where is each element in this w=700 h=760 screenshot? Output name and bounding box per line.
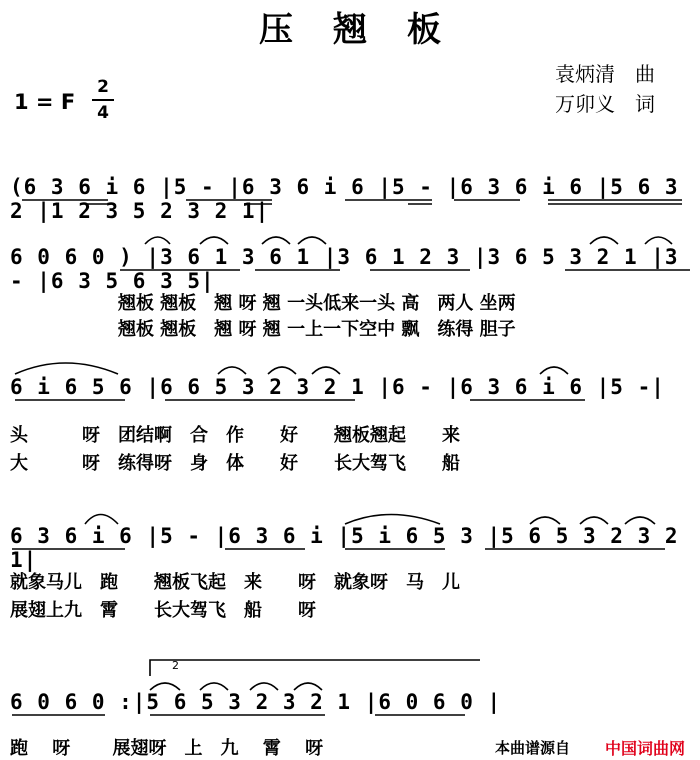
volta-number: 2 bbox=[172, 659, 179, 672]
composer-credit: 袁炳清 曲 bbox=[555, 62, 655, 86]
lyric-row-4-verse-2: 展翅上九 霄 长大驾飞 船 呀 bbox=[10, 600, 316, 621]
lyric-row-3-verse-2: 大 呀 练得呀 身 体 好 长大驾飞 船 bbox=[10, 453, 460, 474]
time-signature-top: 2 bbox=[97, 77, 109, 97]
notes-row-4: 6 3 6 i 6 |5 - |6 3 6 i |5 i 6 5 3 |5 6 5 3 2 3 2 1| bbox=[10, 524, 679, 572]
lyric-row-4-verse-1: 就象马儿 跑 翘板飞起 来 呀 就象呀 马 儿 bbox=[10, 572, 460, 593]
site-brand[interactable]: 中国词曲网 bbox=[605, 739, 686, 758]
lyric-row-3-verse-1: 头 呀 团结啊 合 作 好 翘板翘起 来 bbox=[10, 425, 460, 446]
source-note: 本曲谱源自 bbox=[495, 739, 571, 757]
lyric-row-2-verse-1: 翘板 翘板 翘 呀 翘 一头低来一头 高 两人 坐两 bbox=[118, 293, 516, 314]
lyric-row-2-verse-2: 翘板 翘板 翘 呀 翘 一上一下空中 飘 练得 胆子 bbox=[118, 319, 516, 340]
lyric-row-5-verse-1: 跑 呀 展翅呀 上 九 霄 呀 bbox=[10, 738, 324, 759]
notes-row-3: 6 i 6 5 6 |6 6 5 3 2 3 2 1 |6 - |6 3 6 i 6 |5 -| bbox=[10, 375, 665, 399]
notes-row-5: 6 0 6 0 :|5 6 5 3 2 3 2 1 |6 0 6 0 | bbox=[10, 690, 502, 714]
time-signature bbox=[92, 76, 114, 124]
time-signature-bottom: 4 bbox=[97, 103, 109, 123]
lyricist-credit: 万卯义 词 bbox=[555, 92, 655, 116]
song-title: 压翘板 bbox=[259, 10, 481, 50]
notes-row-2: 6 0 6 0 ) |3 6 1 3 6 1 |3 6 1 2 3 |3 6 5 3 2 1 |3 - |6 3 5 6 3 5| bbox=[10, 245, 679, 293]
key-signature: 1 = F bbox=[14, 90, 76, 114]
notes-row-1: (6 3 6 i 6 |5 - |6 3 6 i 6 |5 - |6 3 6 i 6 |5 6 3 2 |1 2 3 5 2 3 2 1| bbox=[10, 175, 679, 223]
